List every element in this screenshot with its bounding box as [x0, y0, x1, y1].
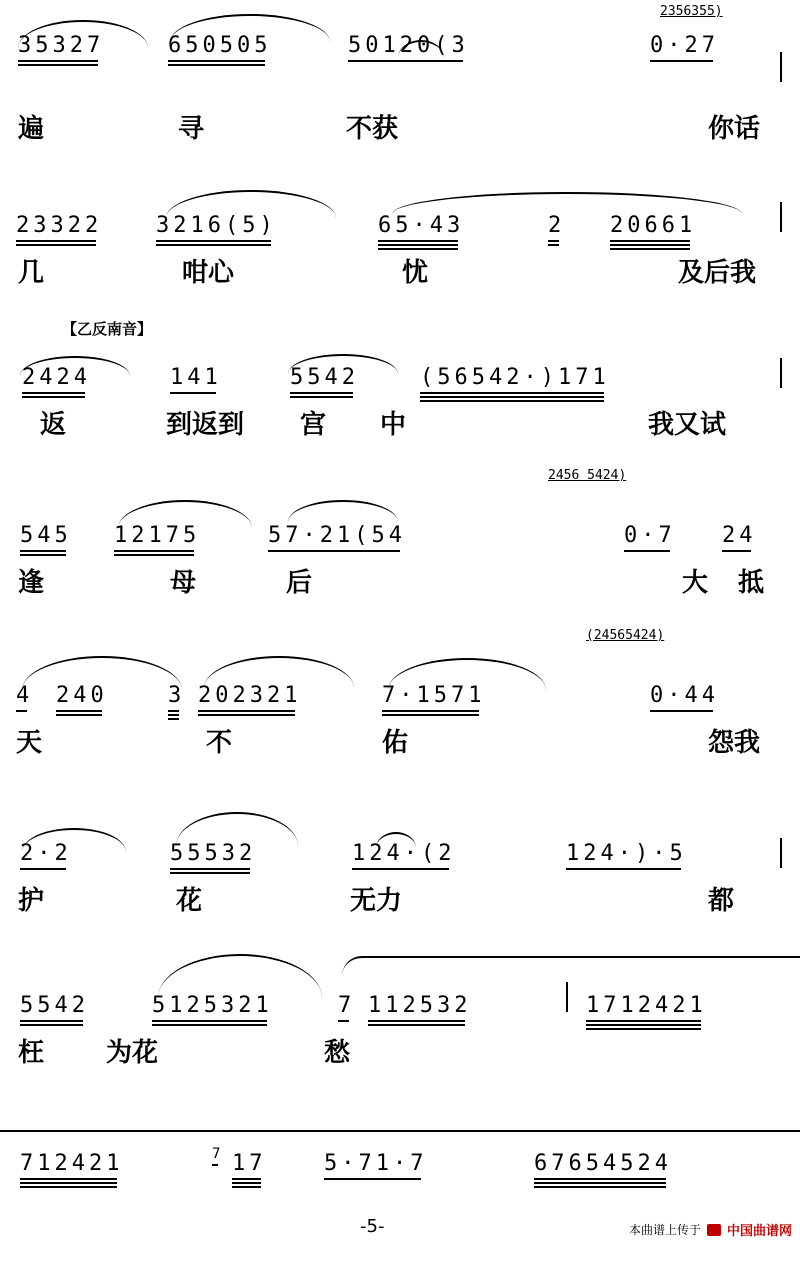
footer-site-name[interactable]: 中国曲谱网 [726, 1224, 792, 1239]
note-group: 65·43 [378, 190, 464, 238]
lyric: 几 [18, 258, 45, 288]
lyric: 枉 [18, 1038, 45, 1068]
note-group: 7 [338, 970, 355, 1018]
note-group: 712421 [20, 1128, 123, 1176]
note-group: 23322 [16, 190, 102, 238]
note-group: 545 [20, 500, 72, 548]
lyric: 中 [380, 410, 407, 440]
note-group: 2424 [22, 342, 91, 390]
barline [780, 358, 782, 388]
lyric: 怨我 [708, 728, 761, 758]
score-system-4 [0, 468, 800, 650]
note-group: 124·)·5 [566, 818, 687, 866]
lyric: 佑 [382, 728, 409, 758]
note-group: 202321 [198, 660, 301, 708]
note-group: 5·71·7 [324, 1128, 427, 1176]
score-system-8 [0, 1128, 800, 1278]
section-tag: 【乙反南音】 [62, 320, 153, 338]
note-group: 650505 [168, 10, 271, 58]
barline [780, 202, 782, 232]
note-group: 0·27 [650, 10, 719, 58]
grace-note-group: 2356355) [660, 4, 723, 19]
note-group: 112532 [368, 970, 471, 1018]
note-group: 0·7 [624, 500, 676, 548]
note-group: 55532 [170, 818, 256, 866]
score-system-5 [0, 628, 800, 810]
lyric: 都 [708, 886, 735, 916]
lyric: 为花 [106, 1038, 159, 1068]
note-group: 5125321 [152, 970, 273, 1018]
note-group: 67654524 [534, 1128, 672, 1176]
note-group: 5542 [290, 342, 359, 390]
lyric: 忧 [402, 258, 429, 288]
grace-note-group: 2456 5424) [548, 468, 627, 483]
note-group: 5542 [20, 970, 89, 1018]
score-system-1 [0, 4, 800, 160]
score-system-6 [0, 818, 800, 968]
note-group: 3216(5) [156, 190, 277, 238]
footer-caption: 本曲谱上传于 [628, 1223, 701, 1237]
lyric: 遍 [18, 114, 45, 144]
barline [780, 838, 782, 868]
footer-watermark [629, 1220, 792, 1239]
lyric: 大 [682, 568, 709, 598]
note-group: 7·1571 [382, 660, 485, 708]
note-group: 0·44 [650, 660, 719, 708]
barline [780, 52, 782, 82]
lyric: 无力 [350, 886, 403, 916]
lyric: 及后我 [678, 258, 757, 288]
lyric: 天 [16, 728, 43, 758]
lyric: 抵 [738, 568, 765, 598]
lyric: 逢 [18, 568, 45, 598]
score-system-3 [0, 342, 800, 492]
lyric: 不获 [346, 114, 399, 144]
lyric: 愁 [324, 1038, 351, 1068]
lyric: 你话 [708, 114, 761, 144]
page-number: -5- [360, 1216, 385, 1237]
lyric: 我又试 [648, 410, 727, 440]
lyric: 宫 [300, 410, 327, 440]
lyric: 不 [206, 728, 233, 758]
note-group: 240 [56, 660, 108, 708]
lyric: 护 [18, 886, 45, 916]
lyric: 母 [170, 568, 197, 598]
note-group: 50120(3 [348, 10, 469, 58]
lyric: 花 [176, 886, 203, 916]
note-group: 12175 [114, 500, 200, 548]
barline [566, 982, 568, 1012]
site-logo-icon [707, 1224, 721, 1236]
lyric: 寻 [178, 114, 205, 144]
lyric: 后 [286, 568, 313, 598]
note-group: 17 [232, 1128, 267, 1176]
note-group: 1712421 [586, 970, 707, 1018]
note-group: 2 [548, 190, 565, 238]
note-group: 124·(2 [352, 818, 455, 866]
note-group: 24 [722, 500, 757, 548]
note-group: 57·21(54 [268, 500, 406, 548]
lyric: 咁心 [182, 258, 235, 288]
grace-note-group: (24565424) [586, 628, 665, 643]
note-group: 141 [170, 342, 222, 390]
note-group: 20661 [610, 190, 696, 238]
note-group: (56542·)171 [420, 342, 610, 390]
note-group: 2·2 [20, 818, 72, 866]
score-system-7 [0, 970, 800, 1120]
note-group: 4 [16, 660, 33, 708]
lyric: 到返到 [166, 410, 245, 440]
note-group: 35327 [18, 10, 104, 58]
note-group: 3 [168, 660, 185, 708]
note-group: 7 [212, 1114, 224, 1162]
lyric: 返 [40, 410, 67, 440]
